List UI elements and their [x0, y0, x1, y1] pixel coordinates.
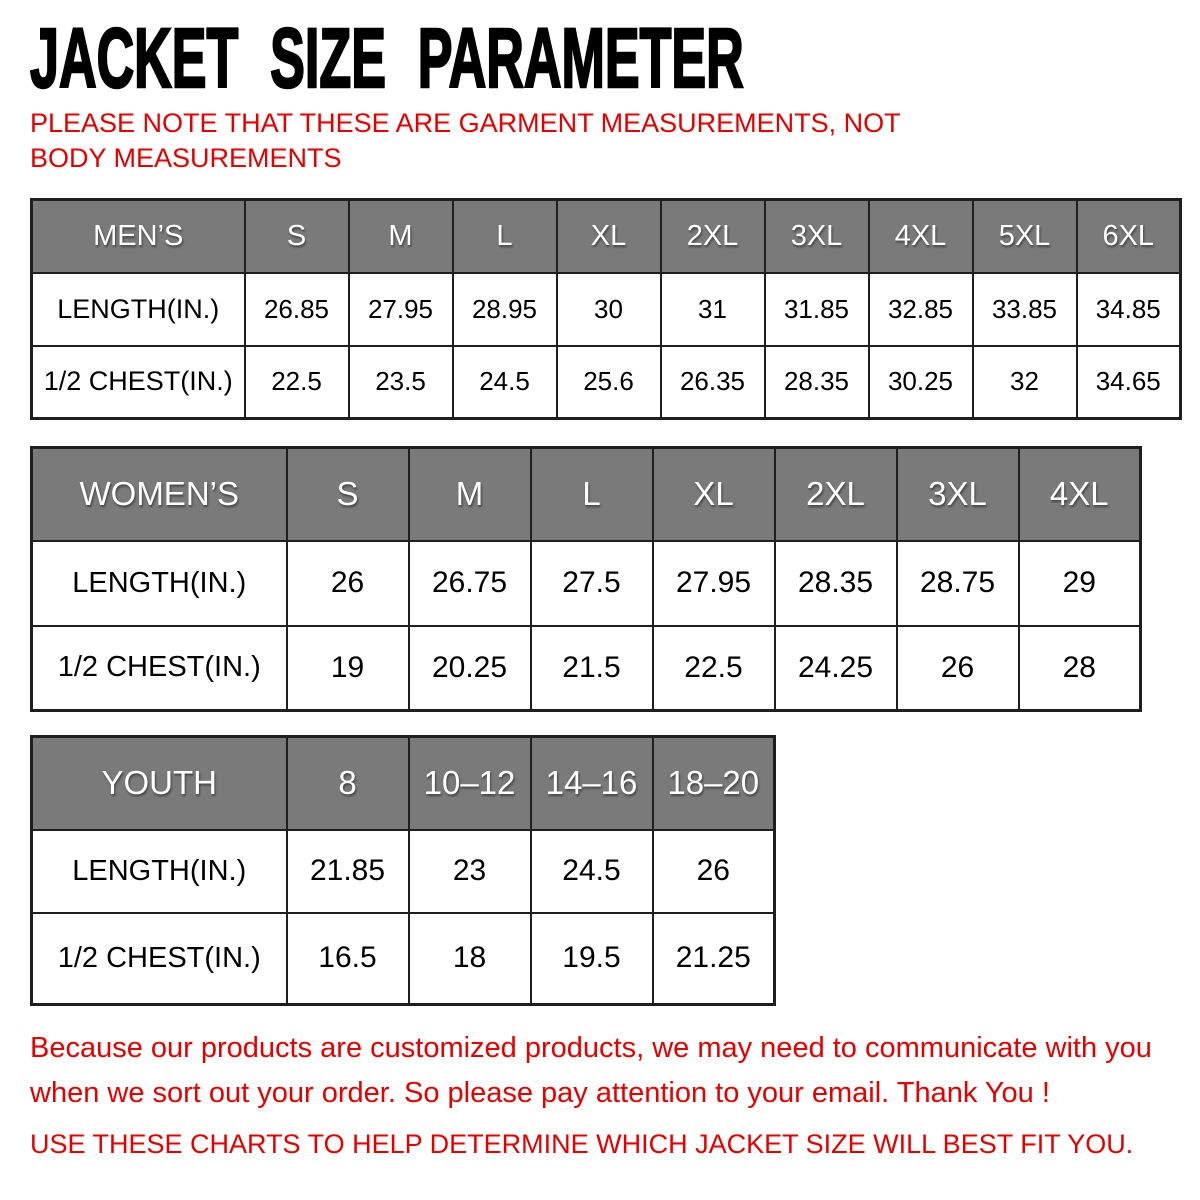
measure-value-cell: 23.5	[349, 346, 453, 419]
mens-header-row	[32, 200, 1181, 273]
measure-value-cell: 34.65	[1077, 346, 1181, 419]
size-header-cell: 14–16	[531, 737, 653, 830]
measure-value-cell: 26	[653, 830, 775, 913]
measure-value-cell: 27.95	[349, 273, 453, 346]
size-header-cell: M	[349, 200, 453, 273]
table-title-cell: YOUTH	[32, 737, 287, 830]
measure-value-cell: 33.85	[973, 273, 1077, 346]
size-header-cell: 18–20	[653, 737, 775, 830]
womens-length-row	[32, 541, 1141, 626]
measure-value-cell: 26	[287, 541, 409, 626]
measure-value-cell: 24.5	[531, 830, 653, 913]
table-title-cell: MEN’S	[32, 200, 245, 273]
mens-length-row	[32, 273, 1181, 346]
measure-value-cell: 29	[1019, 541, 1141, 626]
size-header-cell: 10–12	[409, 737, 531, 830]
womens-size-table	[30, 446, 1142, 712]
size-header-cell: S	[245, 200, 349, 273]
measure-label-cell: LENGTH(IN.)	[32, 273, 245, 346]
measure-value-cell: 30	[557, 273, 661, 346]
measure-label-cell: LENGTH(IN.)	[32, 541, 287, 626]
size-header-cell: M	[409, 448, 531, 541]
measure-value-cell: 21.5	[531, 626, 653, 711]
size-header-cell: XL	[653, 448, 775, 541]
mens-size-table	[30, 198, 1182, 420]
customization-notice: Because our products are customized products, we may need to communicate with you when we sort out your order. So please pay attention to your email. Thank You !	[30, 1032, 1152, 1109]
measure-value-cell: 24.5	[453, 346, 557, 419]
measure-value-cell: 26.75	[409, 541, 531, 626]
garment-measurements-note: PLEASE NOTE THAT THESE ARE GARMENT MEASUREMENTS, NOT BODY MEASUREMENTS	[30, 108, 901, 173]
youth-size-table	[30, 735, 776, 1006]
measure-value-cell: 28.35	[765, 346, 869, 419]
measure-value-cell: 18	[409, 913, 531, 1005]
size-header-cell: XL	[557, 200, 661, 273]
size-header-cell: S	[287, 448, 409, 541]
measure-value-cell: 27.5	[531, 541, 653, 626]
measure-label-cell: 1/2 CHEST(IN.)	[32, 626, 287, 711]
measure-value-cell: 28.35	[775, 541, 897, 626]
youth-chest-row	[32, 913, 775, 1005]
measure-value-cell: 19	[287, 626, 409, 711]
size-header-cell: L	[531, 448, 653, 541]
size-header-cell: 3XL	[765, 200, 869, 273]
womens-header-row	[32, 448, 1141, 541]
page-title: JACKET SIZE PARAMETER	[30, 11, 744, 105]
womens-chest-row	[32, 626, 1141, 711]
youth-header-row	[32, 737, 775, 830]
size-header-cell: 5XL	[973, 200, 1077, 273]
measure-value-cell: 23	[409, 830, 531, 913]
size-header-cell: L	[453, 200, 557, 273]
measure-value-cell: 25.6	[557, 346, 661, 419]
measure-value-cell: 31	[661, 273, 765, 346]
measure-value-cell: 26	[897, 626, 1019, 711]
measure-value-cell: 20.25	[409, 626, 531, 711]
measure-value-cell: 21.85	[287, 830, 409, 913]
size-header-cell: 8	[287, 737, 409, 830]
measure-value-cell: 28.95	[453, 273, 557, 346]
measure-label-cell: LENGTH(IN.)	[32, 830, 287, 913]
measure-value-cell: 22.5	[245, 346, 349, 419]
measure-value-cell: 24.25	[775, 626, 897, 711]
measure-value-cell: 32	[973, 346, 1077, 419]
measure-value-cell: 28.75	[897, 541, 1019, 626]
size-header-cell: 3XL	[897, 448, 1019, 541]
size-header-cell: 4XL	[869, 200, 973, 273]
measure-value-cell: 30.25	[869, 346, 973, 419]
measure-value-cell: 28	[1019, 626, 1141, 711]
mens-chest-row	[32, 346, 1181, 419]
size-header-cell: 2XL	[775, 448, 897, 541]
measure-label-cell: 1/2 CHEST(IN.)	[32, 346, 245, 419]
measure-value-cell: 34.85	[1077, 273, 1181, 346]
measure-value-cell: 16.5	[287, 913, 409, 1005]
fit-advice-line: USE THESE CHARTS TO HELP DETERMINE WHICH JACKET SIZE WILL BEST FIT YOU.	[30, 1129, 1134, 1159]
measure-value-cell: 19.5	[531, 913, 653, 1005]
measure-value-cell: 26.85	[245, 273, 349, 346]
measure-label-cell: 1/2 CHEST(IN.)	[32, 913, 287, 1005]
measure-value-cell: 26.35	[661, 346, 765, 419]
size-header-cell: 4XL	[1019, 448, 1141, 541]
size-header-cell: 6XL	[1077, 200, 1181, 273]
measure-value-cell: 27.95	[653, 541, 775, 626]
measure-value-cell: 32.85	[869, 273, 973, 346]
table-title-cell: WOMEN’S	[32, 448, 287, 541]
youth-length-row	[32, 830, 775, 913]
size-header-cell: 2XL	[661, 200, 765, 273]
measure-value-cell: 31.85	[765, 273, 869, 346]
measure-value-cell: 22.5	[653, 626, 775, 711]
measure-value-cell: 21.25	[653, 913, 775, 1005]
